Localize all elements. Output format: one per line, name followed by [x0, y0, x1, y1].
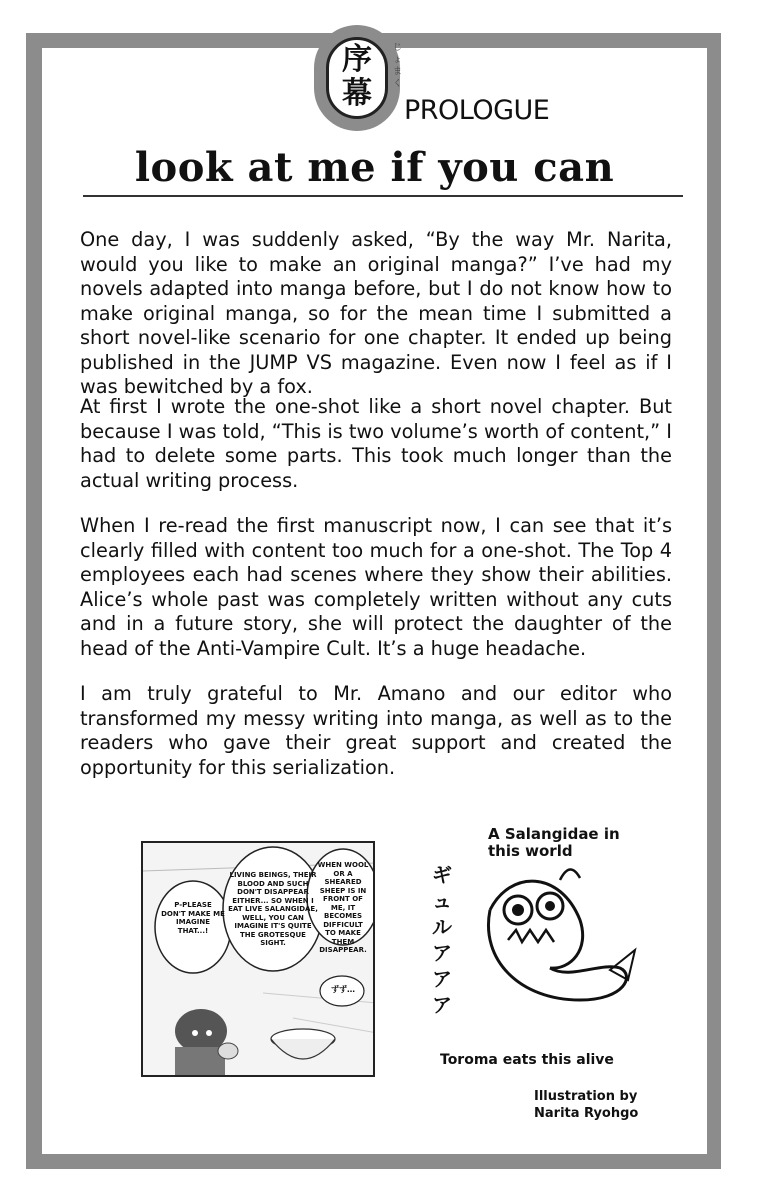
salangidae-illustration [450, 850, 640, 1030]
illustration-sfx: ギュルアアア [432, 863, 452, 1017]
emblem-char-top: 序 [342, 42, 372, 77]
emblem-char-bottom: 幕 [342, 76, 372, 111]
paragraph-4: I am truly grateful to Mr. Amano and our editor who transformed my messy writing into manga, as well as to the readers who gave their great support and created the opportunity for this serialization. [80, 682, 672, 779]
paragraph-3: When I re-read the first manuscript now, I can see that it’s clearly filled with content too much for a one-shot. The Top 4 employees each had scenes where they show their abilities. Alice’s whole past was completely written without any cuts and in a future story, she will protect the daughter of the head of the Anti-Vampire Cult. It’s a huge headache. [80, 514, 672, 660]
paragraph-2: At first I wrote the one-shot like a short novel chapter. But because I was told, “This is two volume’s worth of content,” I had to delete some parts. This took much longer than the actual writing process. [80, 395, 672, 492]
illustration-caption-top: A Salangidae in this world [488, 825, 620, 860]
illustration-caption-bottom: Toroma eats this alive [440, 1052, 614, 1068]
speech-bubble-1: P-PLEASE DON'T MAKE ME IMAGINE THAT...! [161, 901, 225, 935]
prologue-label: PROLOGUE [404, 95, 550, 126]
speech-bubble-4: ずず… [331, 985, 355, 994]
emblem-ruby: じょまく [393, 43, 403, 89]
speech-bubble-2: LIVING BEINGS, THEIR BLOOD AND SUCH DON'T DISAPPEAR EITHER... SO WHEN I EAT LIVE SALANGIDAE, WELL, YOU CAN IMAGINE IT'S QUITE THE GROTESQUE SIGHT. [228, 871, 318, 947]
title-divider [83, 195, 683, 197]
chapter-emblem-inner [326, 37, 388, 119]
page-title: look at me if you can [134, 144, 615, 191]
illustration-credit-line1: Illustration by [534, 1089, 638, 1104]
paragraph-1: One day, I was suddenly asked, “By the way Mr. Narita, would you like to make an original manga?” I’ve had my novels adapted into manga before, but I do not know how to make original manga, so for the mean time I submitted a short novel-like scenario for one chapter. It ended up being published in the JUMP VS magazine. Even now I feel as if I was bewitched by a fox. [80, 228, 672, 398]
illustration-credit-line2: Narita Ryohgo [534, 1106, 639, 1121]
manga-panel [141, 841, 375, 1077]
speech-bubble-3: WHEN WOOL OR A SHEARED SHEEP IS IN FRONT OF ME, IT BECOMES DIFFICULT TO MAKE THEM DISAPPEAR. [317, 861, 369, 954]
